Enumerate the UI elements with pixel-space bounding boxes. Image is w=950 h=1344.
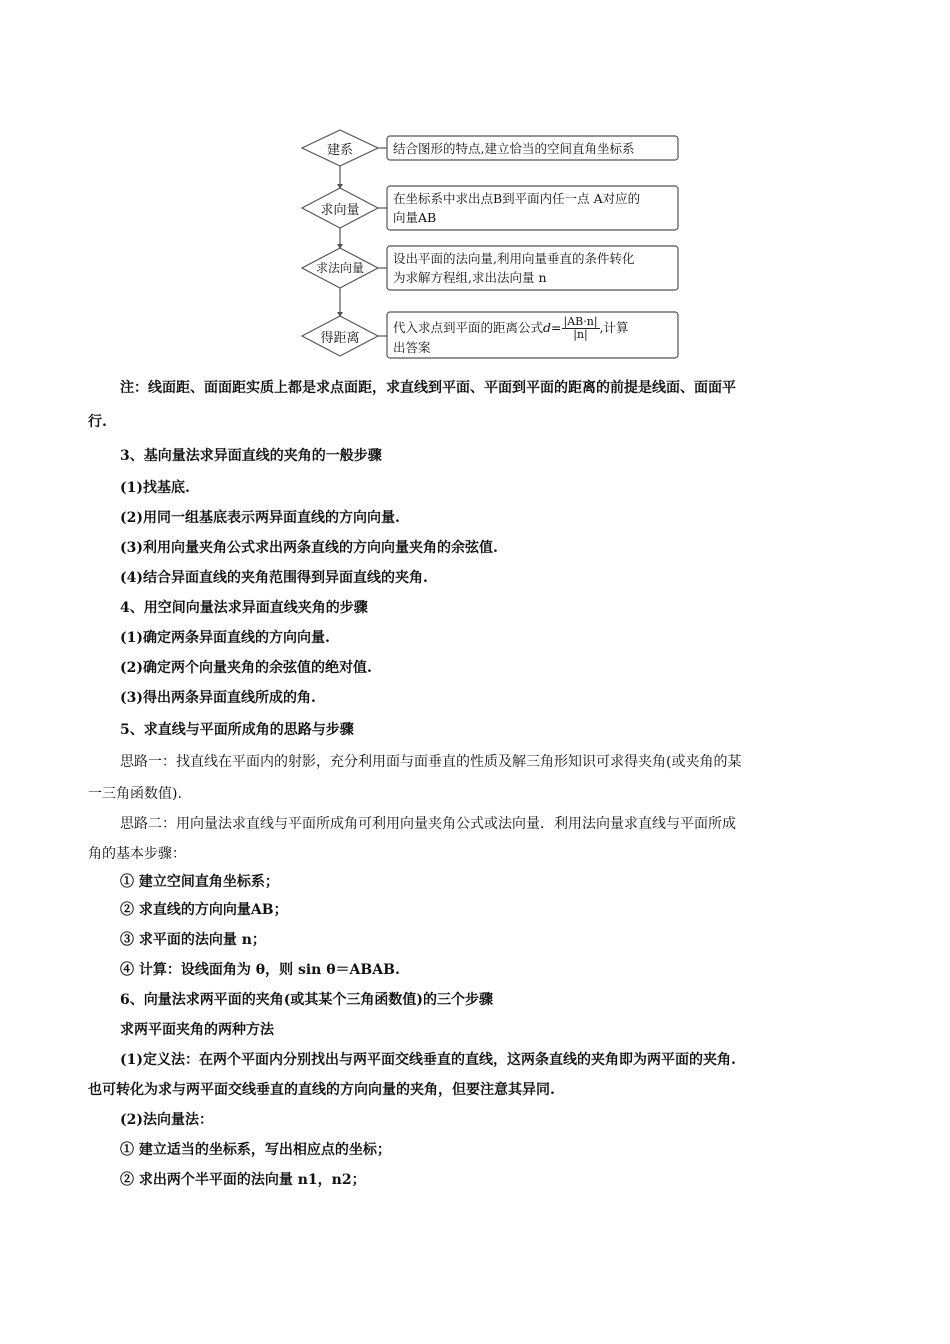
note-line-2: 行. — [88, 414, 107, 430]
flowchart — [0, 0, 950, 380]
idea-1-line-1: 思路一：找直线在平面内的射影，充分利用面与面垂直的性质及解三角形知识可求得夹角(或夹角的某 — [120, 754, 742, 770]
definition-method-line-2: 也可转化为求与两平面交线垂直的直线的方向向量的夹角，但要注意其异同. — [88, 1082, 555, 1098]
step-text-2b: 向量AB — [393, 210, 437, 225]
step-3-3: (3)利用向量夹角公式求出两条直线的方向向量夹角的余弦值. — [120, 540, 498, 556]
note-line-1: 注：线面距、面面距实质上都是求点面距，求直线到平面、平面到平面的距离的前提是线面、面面平 — [120, 380, 736, 396]
heading-3: 3、基向量法求异面直线的夹角的一般步骤 — [120, 448, 382, 464]
step-4-3: (3)得出两条异面直线所成的角. — [120, 690, 316, 706]
basic-step-4: ④ 计算：设线面角为 θ，则 sin θ＝ABAB. — [120, 962, 400, 978]
step-text-3b: 为求解方程组,求出法向量 n — [393, 270, 547, 285]
definition-method-line-1: (1)定义法：在两个平面内分别找出与两平面交线垂直的直线，这两条直线的夹角即为两平面的夹角. — [120, 1052, 736, 1068]
step-3-1: (1)找基底. — [120, 480, 190, 496]
normal-vector-method: (2)法向量法： — [120, 1112, 213, 1128]
step-label-4: 得距离 — [320, 331, 360, 346]
basic-step-3: ③ 求平面的法向量 n； — [120, 932, 266, 948]
distance-var: d= — [543, 320, 562, 335]
basic-step-2: ② 求直线的方向向量AB； — [120, 902, 288, 918]
heading-4: 4、用空间向量法求异面直线夹角的步骤 — [120, 600, 368, 616]
step-text-3a: 设出平面的法向量,利用向量垂直的条件转化 — [393, 251, 635, 266]
step-text-1: 结合图形的特点,建立恰当的空间直角坐标系 — [393, 141, 635, 156]
step-4-1: (1)确定两条异面直线的方向向量. — [120, 630, 330, 646]
step-text-2a: 在坐标系中求出点B到平面内任一点 A对应的 — [393, 191, 641, 206]
idea-2-line-2: 角的基本步骤： — [88, 846, 186, 862]
fraction-denominator: |n| — [573, 328, 588, 341]
step-3-2: (2)用同一组基底表示两异面直线的方向向量. — [120, 510, 400, 526]
method-title: 求两平面夹角的两种方法 — [120, 1022, 274, 1038]
step-text-4-suffix: ,计算 — [599, 320, 629, 335]
step-label-1: 建系 — [326, 143, 353, 158]
step-text-4-prefix: 代入求点到平面的距离公式 — [393, 320, 544, 335]
idea-2-line-1: 思路二：用向量法求直线与平面所成角可利用向量夹角公式或法向量．利用法向量求直线与平面所成 — [120, 816, 736, 832]
distance-fraction — [562, 316, 600, 341]
normal-step-1: ① 建立适当的坐标系，写出相应点的坐标； — [120, 1142, 391, 1158]
step-3-4: (4)结合异面直线的夹角范围得到异面直线的夹角. — [120, 570, 428, 586]
step-label-3: 求法向量 — [315, 261, 364, 275]
heading-6: 6、向量法求两平面的夹角(或其某个三角函数值)的三个步骤 — [120, 992, 493, 1008]
step-4-2: (2)确定两个向量夹角的余弦值的绝对值. — [120, 660, 372, 676]
step-label-2: 求向量 — [320, 203, 360, 218]
step-text-4b: 出答案 — [393, 340, 431, 355]
fraction-numerator: |AB·n| — [563, 315, 598, 328]
heading-5: 5、求直线与平面所成角的思路与步骤 — [120, 722, 354, 738]
normal-step-2: ② 求出两个半平面的法向量 n1，n2； — [120, 1172, 366, 1188]
idea-1-line-2: 一三角函数值). — [88, 786, 182, 802]
basic-step-1: ① 建立空间直角坐标系； — [120, 874, 279, 890]
